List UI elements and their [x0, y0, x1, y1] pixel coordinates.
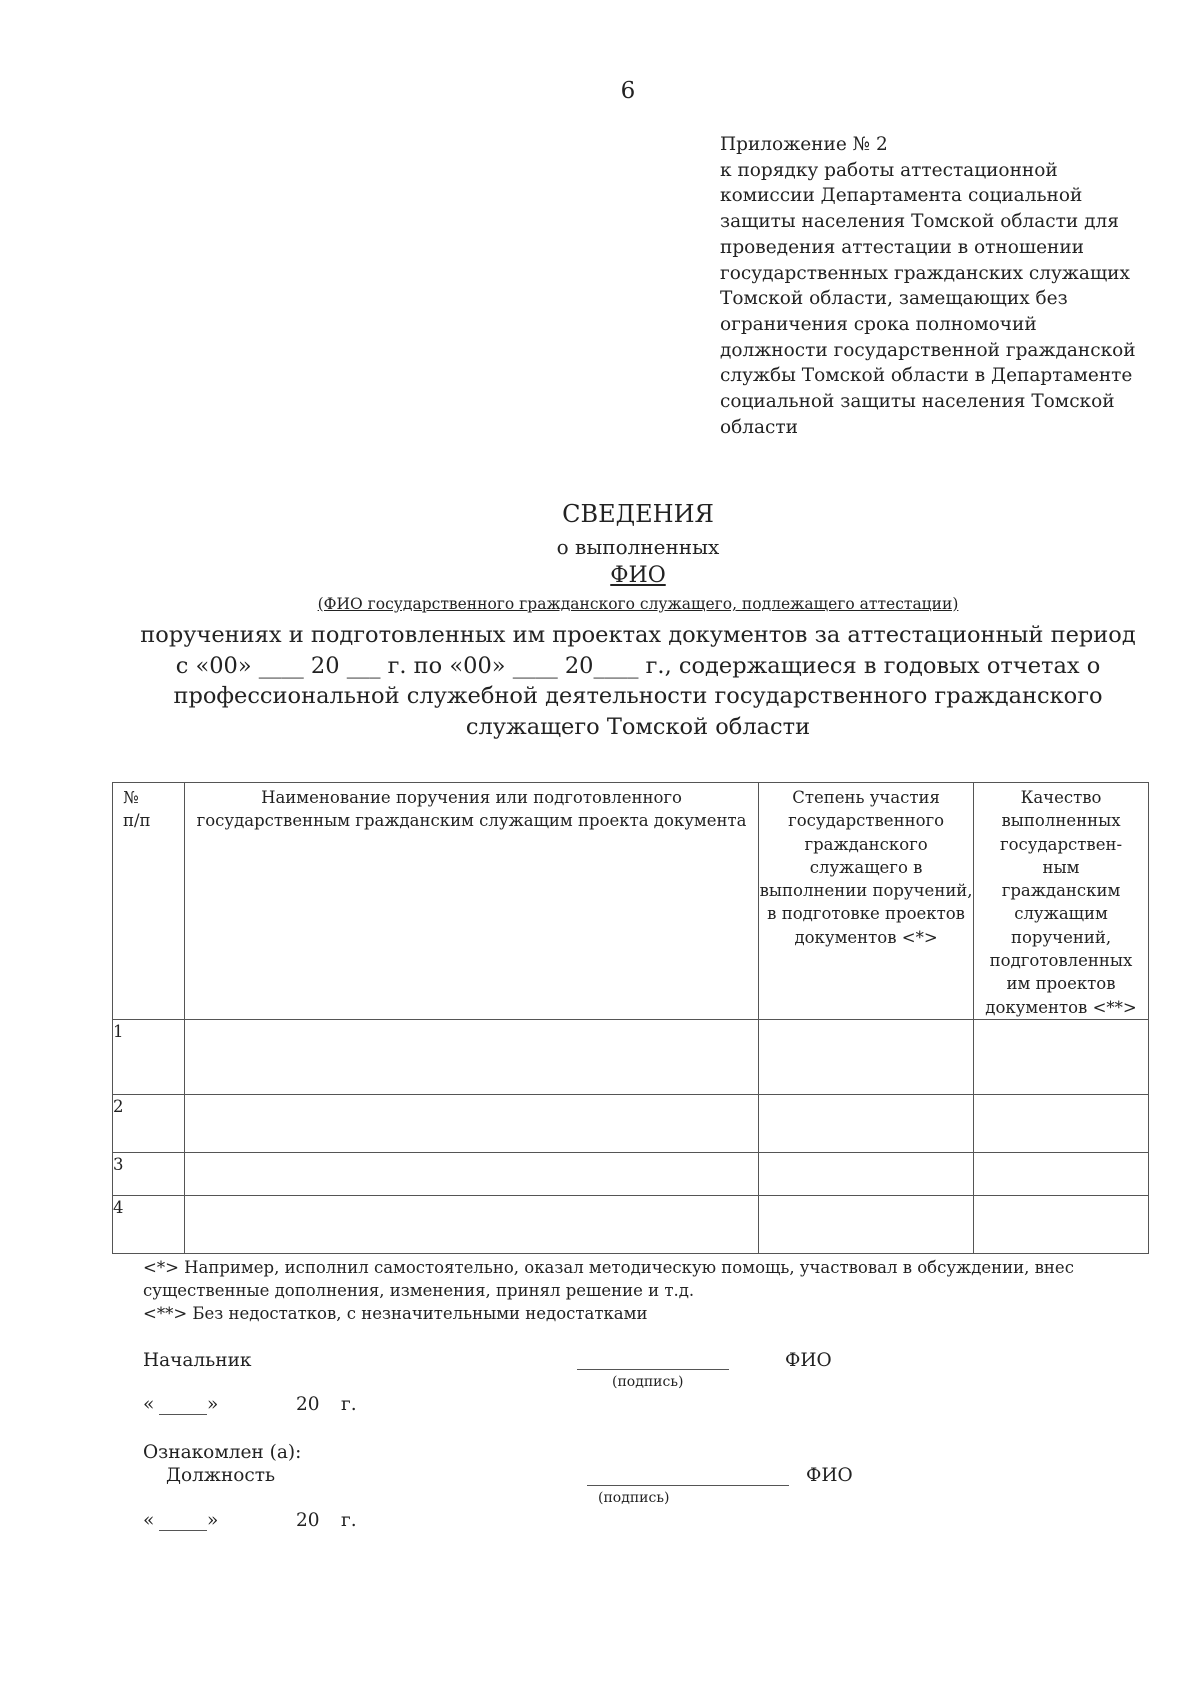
- header-line: выполнении поручений,: [759, 881, 973, 901]
- employee-fio: ФИО: [806, 1465, 853, 1486]
- employee-date-year-prefix: 20: [296, 1510, 320, 1531]
- header-line: служащего в: [809, 857, 923, 877]
- chief-fio: ФИО: [785, 1350, 832, 1371]
- page-number: 6: [620, 78, 636, 104]
- appendix-line: Приложение № 2: [720, 134, 888, 155]
- header-line: Качество: [1020, 788, 1102, 807]
- chief-date-day-line[interactable]: [159, 1414, 207, 1415]
- table-row: [113, 1020, 1149, 1095]
- row-cell-quality[interactable]: [974, 1196, 1149, 1254]
- table-header-row: [113, 783, 1149, 1020]
- row-cell-quality[interactable]: [974, 1153, 1149, 1196]
- header-line: гражданского: [804, 834, 928, 854]
- period-line: профессиональной служебной деятельности государственного гражданского: [173, 683, 1103, 709]
- appendix-line: области: [720, 416, 798, 438]
- appendix-line: службы Томской области в Департаменте: [720, 365, 1133, 387]
- header-quality: [974, 783, 1149, 1020]
- chief-date-close: »: [207, 1394, 219, 1415]
- header-name: [184, 783, 758, 1020]
- appendix-line: комиссии Департамента социальной: [720, 185, 1083, 207]
- row-number: 4: [113, 1196, 185, 1254]
- header-line: п/п: [123, 811, 151, 831]
- chief-label: Начальник: [143, 1350, 252, 1371]
- appendix-line: к порядку работы аттестационной: [720, 159, 1058, 181]
- header-line: гражданским: [1001, 881, 1121, 901]
- header-number: [113, 783, 185, 1020]
- period-text: [0, 620, 1200, 742]
- fio-field: [0, 563, 1200, 588]
- table-row: [113, 1095, 1149, 1153]
- row-number: 2: [113, 1095, 185, 1153]
- period-line: служащего Томской области: [465, 713, 811, 740]
- appendix-line: государственных гражданских служащих: [720, 262, 1130, 284]
- row-number: 1: [113, 1020, 185, 1095]
- header-line: подготовленных: [989, 951, 1133, 971]
- chief-signature-line[interactable]: [577, 1369, 729, 1370]
- header-line: поручений,: [1010, 927, 1112, 947]
- footnotes: [143, 1256, 1074, 1325]
- header-line: ным: [1042, 857, 1080, 877]
- chief-date-year-prefix: 20: [296, 1394, 320, 1415]
- header-line: государственного: [788, 811, 945, 831]
- header-line: служащим: [1014, 904, 1108, 924]
- row-cell-quality[interactable]: [974, 1020, 1149, 1095]
- header-line: №: [123, 788, 139, 807]
- employee-date-close: »: [207, 1510, 219, 1531]
- employee-date-year-suffix: г.: [341, 1510, 357, 1531]
- table-row: [113, 1153, 1149, 1196]
- row-number: 3: [113, 1153, 185, 1196]
- header-line: в подготовке проектов: [767, 904, 965, 924]
- row-cell-participation[interactable]: [759, 1196, 974, 1254]
- header-line: Наименование поручения или подготовленного: [261, 788, 682, 807]
- fio-hint: [0, 595, 1200, 613]
- row-cell-name[interactable]: [184, 1153, 758, 1196]
- appendix-line: социальной защиты населения Томской: [720, 391, 1115, 413]
- header-line: выполненных: [1001, 811, 1121, 831]
- row-cell-quality[interactable]: [974, 1095, 1149, 1153]
- header-line: им проектов: [1006, 974, 1116, 994]
- appendix-block: [720, 132, 1140, 440]
- fio-hint-text: (ФИО государственного гражданского служащего, подлежащего аттестации): [317, 595, 959, 613]
- document-subtitle: о выполненных: [556, 535, 720, 559]
- row-cell-name[interactable]: [184, 1196, 758, 1254]
- footnote-line: <**> Без недостатков, с незначительными недостатками: [143, 1304, 648, 1323]
- header-line: государственным гражданским служащим проекта документа: [196, 811, 747, 831]
- header-line: документов <*>: [794, 927, 938, 947]
- header-participation: [759, 783, 974, 1020]
- document-title: СВЕДЕНИЯ: [562, 500, 714, 528]
- row-cell-participation[interactable]: [759, 1153, 974, 1196]
- appendix-line: защиты населения Томской области для: [720, 211, 1119, 233]
- chief-date-year-suffix: г.: [341, 1394, 357, 1415]
- header-line: Степень участия: [792, 788, 940, 807]
- chief-signature-hint: (подпись): [612, 1374, 684, 1390]
- appendix-line: должности государственной гражданской: [720, 339, 1136, 361]
- employee-date-day-line[interactable]: [159, 1530, 207, 1531]
- employee-signature-line[interactable]: [587, 1485, 789, 1486]
- appendix-line: Томской области, замещающих без: [720, 288, 1068, 310]
- fio-text: ФИО: [610, 563, 666, 588]
- footnote-line: <*> Например, исполнил самостоятельно, оказал методическую помощь, участвовал в обсуждении, внес: [143, 1258, 1074, 1277]
- row-cell-participation[interactable]: [759, 1095, 974, 1153]
- header-line: государствен-: [999, 834, 1123, 854]
- period-line: поручениях и подготовленных им проектах документов за аттестационный период: [140, 622, 1136, 648]
- acquainted-label: Ознакомлен (а):: [143, 1442, 302, 1463]
- footnote-line: существенные дополнения, изменения, принял решение и т.д.: [143, 1281, 695, 1300]
- row-cell-name[interactable]: [184, 1095, 758, 1153]
- chief-date-open: «: [143, 1394, 155, 1415]
- appendix-line: ограничения срока полномочий: [720, 313, 1037, 335]
- table-row: [113, 1196, 1149, 1254]
- employee-signature-hint: (подпись): [598, 1490, 670, 1506]
- assignments-table: [112, 782, 1149, 1254]
- period-line: с «00» ____ 20 ___ г. по «00» ____ 20____ г., содержащиеся в годовых отчетах о: [175, 652, 1101, 679]
- employee-date-open: «: [143, 1510, 155, 1531]
- appendix-line: проведения аттестации в отношении: [720, 236, 1085, 258]
- row-cell-participation[interactable]: [759, 1020, 974, 1095]
- position-label: Должность: [166, 1465, 276, 1486]
- header-line: документов <**>: [985, 997, 1137, 1017]
- row-cell-name[interactable]: [184, 1020, 758, 1095]
